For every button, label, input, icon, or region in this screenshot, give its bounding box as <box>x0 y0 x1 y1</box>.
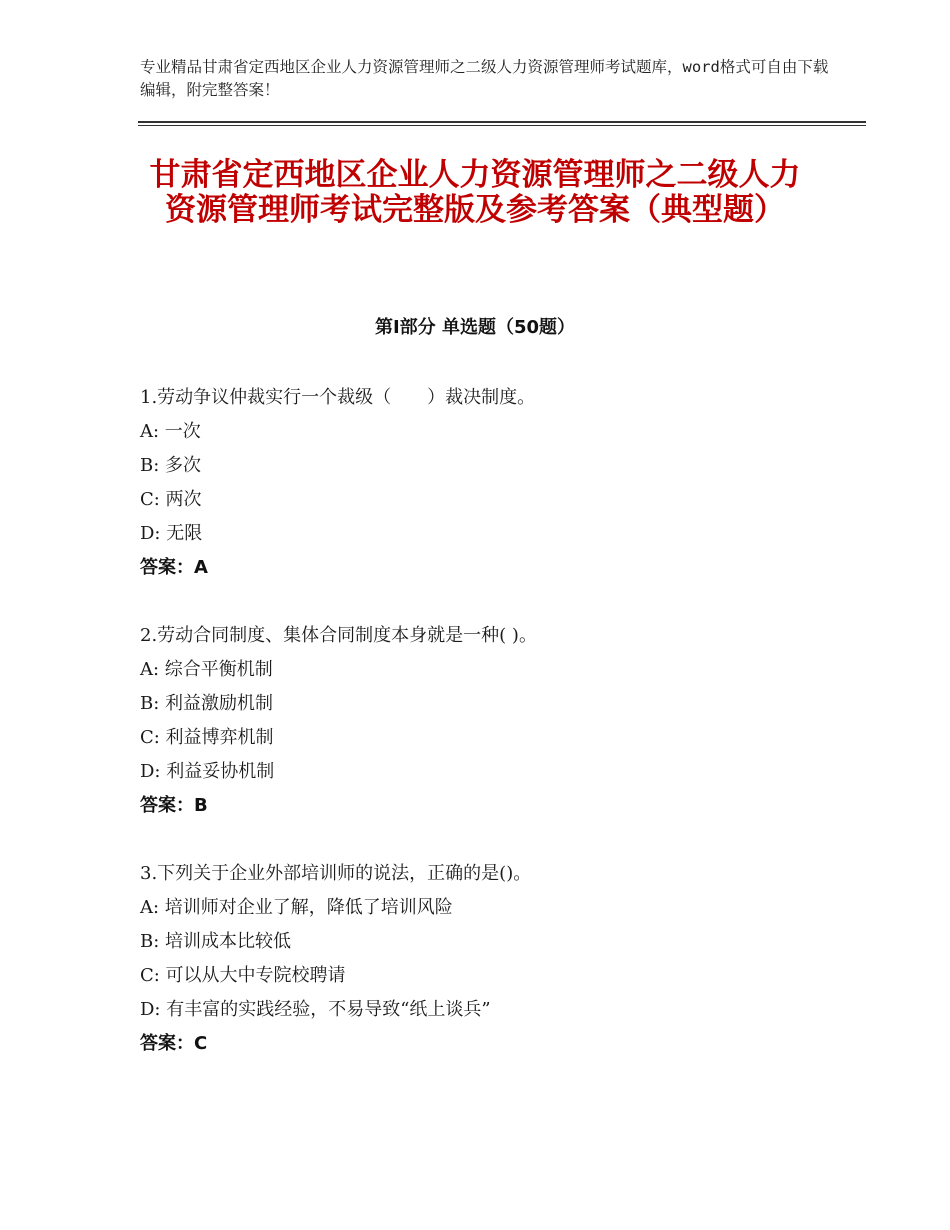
header-divider-thin <box>138 125 866 126</box>
question-stem: 2.劳动合同制度、集体合同制度本身就是一种( )。 <box>140 625 537 646</box>
option-c: C: 可以从大中专院校聘请 <box>140 965 346 986</box>
question-list <box>140 381 840 1095</box>
option-b: B: 多次 <box>140 455 202 476</box>
option-b: B: 利益激励机制 <box>140 693 274 714</box>
document-title: 甘肃省定西地区企业人力资源管理师之二级人力资源管理师考试完整版及参考答案（典型题） <box>149 157 801 228</box>
answer-label: 答案：C <box>140 1033 208 1054</box>
document-header-note: 专业精品甘肃省定西地区企业人力资源管理师之二级人力资源管理师考试题库，word格式可自由下载编辑，附完整答案！ <box>140 58 829 99</box>
header-divider-thick <box>138 121 866 123</box>
question-1 <box>140 381 840 585</box>
answer-label: 答案：B <box>140 795 208 816</box>
question-stem: 3.下列关于企业外部培训师的说法，正确的是()。 <box>140 863 532 884</box>
section-heading: 第Ⅰ部分 单选题（50题） <box>374 317 575 338</box>
option-b: B: 培训成本比较低 <box>140 931 292 952</box>
option-c: C: 利益博弈机制 <box>140 727 274 748</box>
option-d: D: 有丰富的实践经验，不易导致“纸上谈兵” <box>140 999 491 1020</box>
question-3 <box>140 857 840 1061</box>
question-2 <box>140 619 840 823</box>
option-c: C: 两次 <box>140 489 202 510</box>
question-stem: 1.劳动争议仲裁实行一个裁级（ ）裁决制度。 <box>140 387 536 408</box>
option-d: D: 无限 <box>140 523 203 544</box>
option-a: A: 培训师对企业了解，降低了培训风险 <box>140 897 453 918</box>
option-a: A: 一次 <box>140 421 201 442</box>
answer-label: 答案：A <box>140 557 208 578</box>
option-d: D: 利益妥协机制 <box>140 761 275 782</box>
option-a: A: 综合平衡机制 <box>140 659 273 680</box>
